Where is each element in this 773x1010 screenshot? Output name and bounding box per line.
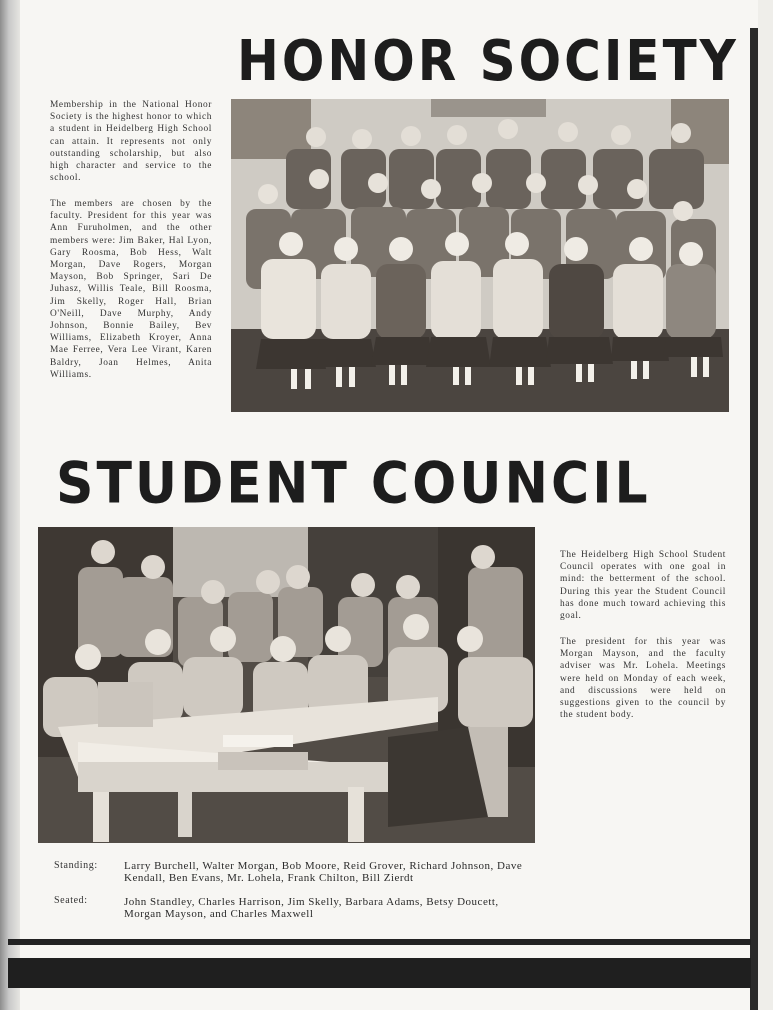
- student-council-group-photo: [38, 527, 535, 843]
- footer-thick-rule: [8, 958, 751, 988]
- right-border-rule: [750, 28, 758, 1010]
- binding-spine: [0, 0, 20, 1010]
- standing-caption-label: Standing:: [54, 860, 98, 871]
- page-right-edge: [758, 0, 773, 1010]
- footer-thin-rule: [8, 939, 751, 945]
- student-council-details-paragraph: The president for this year was Morgan Mayson, and the faculty adviser was Mr. Lohela. Meetings were held on Monday of each week, and discussions were held on suggestions given to the council by the student body.: [560, 637, 726, 721]
- standing-names-caption: Larry Burchell, Walter Morgan, Bob Moore, Reid Grover, Richard Johnson, Dave Kendall, Ben Evans, Mr. Lohela, Frank Chilton, Bill Zierdt: [124, 860, 523, 884]
- student-council-heading: STUDENT COUNCIL: [56, 450, 651, 517]
- honor-society-heading: HONOR SOCIETY: [237, 28, 739, 94]
- seated-caption-label: Seated:: [54, 895, 88, 906]
- student-council-intro-paragraph: The Heidelberg High School Student Council operates with one goal in mind: the betterment of the school. During this year the Student Council has done much toward achieving this goal.: [560, 550, 726, 622]
- honor-society-intro-paragraph: Membership in the National Honor Society is the highest honor to which a student in Heidelberg High School can attain. It represents not only outstanding scholarship, but also high character and service to the school.: [50, 100, 212, 184]
- honor-society-members-paragraph: The members are chosen by the faculty. President for this year was Ann Furuholmen, and the other members were: Jim Baker, Hal Lyon, Gary Roosma, Bob Hess, Walt Morgan, Dave Rogers, Morgan Mayson, Bob Springer, Sari De Juhasz, Willis Teale, Bill Roosma, Jim Skelly, Roger Hall, Brian O'Neill, Dave Murphy, Andy Johnson, Bonnie Bailey, Bev Williams, Elizabeth Kroyer, Anna Mae Ferree, Vera Lee Virant, Karen Baldry, Joan Helmes, Anita Williams.: [50, 199, 212, 380]
- seated-names-caption: John Standley, Charles Harrison, Jim Skelly, Barbara Adams, Betsy Doucett, Morgan Mayson, and Charles Maxwell: [124, 896, 499, 920]
- honor-society-group-photo: [231, 99, 729, 412]
